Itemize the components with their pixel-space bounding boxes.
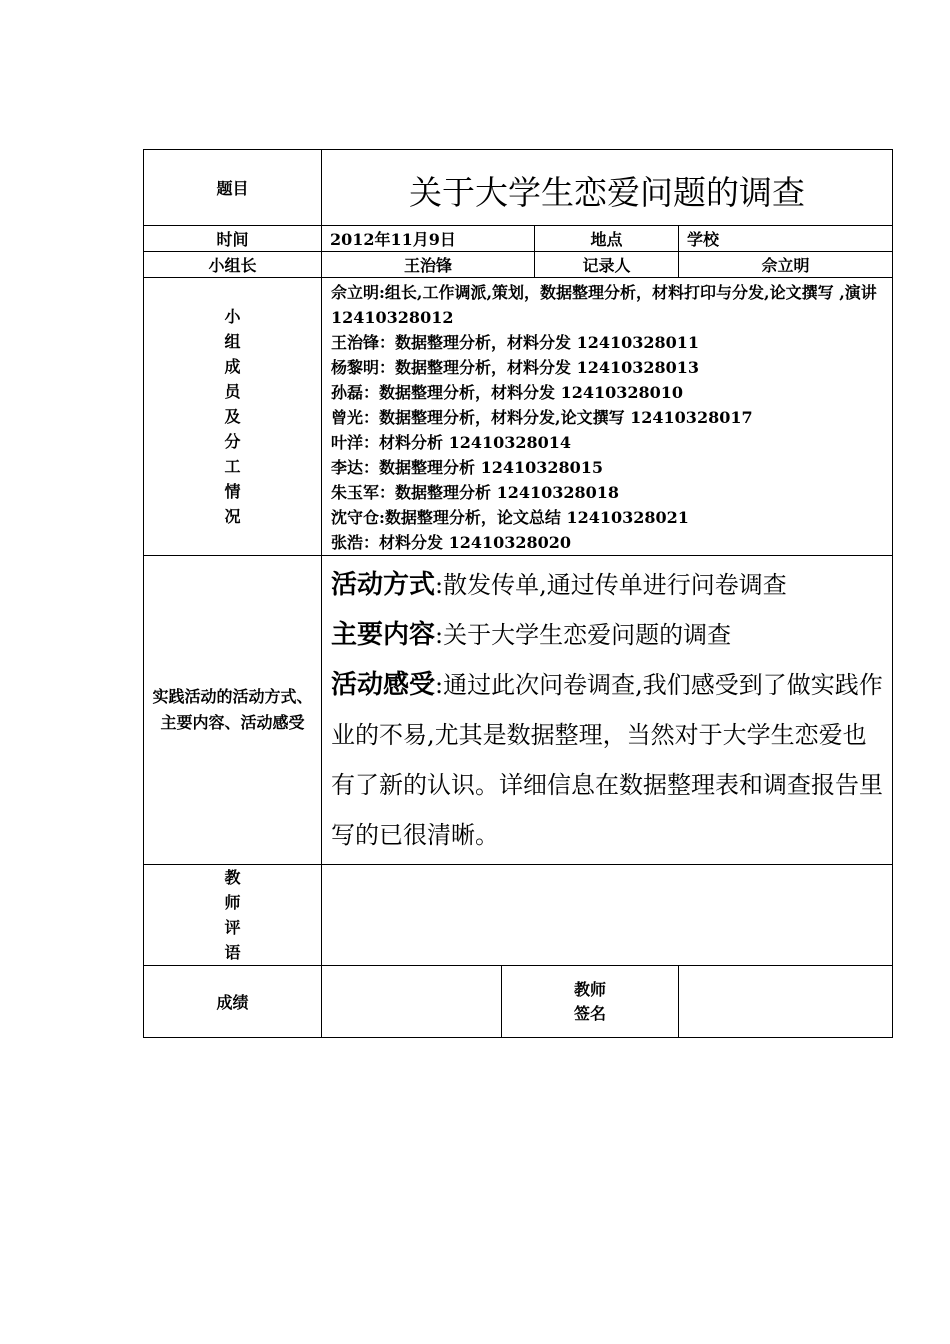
comments-label (144, 865, 322, 966)
members-list (322, 278, 893, 556)
members-label-char: 小 (224, 307, 241, 326)
signature-label (502, 966, 679, 1038)
member-line: 曾光：数据整理分析，材料分发,论文撰写 12410328017 (331, 408, 753, 427)
recorder-value: 佘立明 (679, 252, 893, 278)
members-label-char: 情 (224, 482, 241, 501)
activity-method-value: :散发传单,通过传单进行问卷调查 (435, 571, 787, 599)
members-label-char: 分 (224, 432, 241, 451)
comments-row (144, 865, 893, 966)
members-label-char: 况 (224, 507, 241, 526)
member-line: 李达：数据整理分析 12410328015 (331, 458, 604, 477)
comments-field[interactable] (322, 865, 893, 966)
activity-content-value: :关于大学生恋爱问题的调查 (435, 621, 732, 649)
members-label-char: 工 (224, 457, 241, 476)
members-label-char: 成 (224, 357, 241, 376)
signature-field[interactable] (679, 966, 893, 1038)
report-form-table (143, 149, 893, 1038)
time-label: 时间 (144, 226, 322, 252)
member-line: 孙磊：数据整理分析，材料分发 12410328010 (331, 383, 684, 402)
member-line: 沈守仓:数据整理分析，论文总结 12410328021 (331, 508, 689, 527)
activity-row (144, 556, 893, 865)
activity-content-key: 主要内容 (331, 620, 436, 650)
recorder-label: 记录人 (535, 252, 679, 278)
leader-recorder-row (144, 252, 893, 278)
grade-field[interactable] (322, 966, 502, 1038)
comments-label-char: 语 (224, 943, 241, 962)
member-line: 朱玉军：数据整理分析 12410328018 (331, 483, 620, 502)
topic-value: 关于大学生恋爱问题的调查 (322, 150, 893, 226)
leader-label: 小组长 (144, 252, 322, 278)
topic-row (144, 150, 893, 226)
member-line: 叶洋：材料分析 12410328014 (331, 433, 572, 452)
comments-label-char: 评 (224, 918, 241, 937)
activity-method (331, 560, 886, 610)
topic-label: 题目 (144, 150, 322, 226)
grade-label: 成绩 (144, 966, 322, 1038)
members-row (144, 278, 893, 556)
activity-feeling-key: 活动感受 (331, 670, 436, 700)
member-line: 佘立明:组长,工作调派,策划，数据整理分析，材料打印与分发,论文撰写 ,演讲 12410328012 (331, 283, 877, 327)
place-label: 地点 (535, 226, 679, 252)
leader-value: 王治锋 (322, 252, 535, 278)
grade-row (144, 966, 893, 1038)
signature-label-line1: 教师 (573, 979, 606, 999)
members-label-char: 组 (224, 332, 241, 351)
members-label (144, 278, 322, 556)
members-label-char: 及 (224, 407, 241, 426)
time-place-row (144, 226, 893, 252)
time-value: 2012年11月9日 (322, 226, 535, 252)
member-line: 杨黎明：数据整理分析，材料分发 12410328013 (331, 358, 700, 377)
place-value: 学校 (679, 226, 893, 252)
activity-feeling (331, 660, 886, 860)
activity-method-key: 活动方式 (331, 570, 436, 600)
signature-label-line2: 签名 (573, 1003, 606, 1023)
comments-label-char: 教 (224, 868, 241, 887)
activity-main-content (331, 610, 886, 660)
activity-content (322, 556, 893, 865)
comments-label-char: 师 (224, 893, 241, 912)
member-line: 张浩：材料分发 12410328020 (331, 533, 572, 552)
activity-feeling-value: :通过此次问卷调查,我们感受到了做实践作业的不易,尤其是数据整理，当然对于大学生恋爱也有了新的认识。详细信息在数据整理表和调查报告里写的已很清晰。 (331, 671, 883, 849)
member-line: 王治锋：数据整理分析，材料分发 12410328011 (331, 333, 700, 352)
members-label-char: 员 (224, 382, 241, 401)
activity-label: 实践活动的活动方式、主要内容、活动感受 (144, 556, 322, 865)
